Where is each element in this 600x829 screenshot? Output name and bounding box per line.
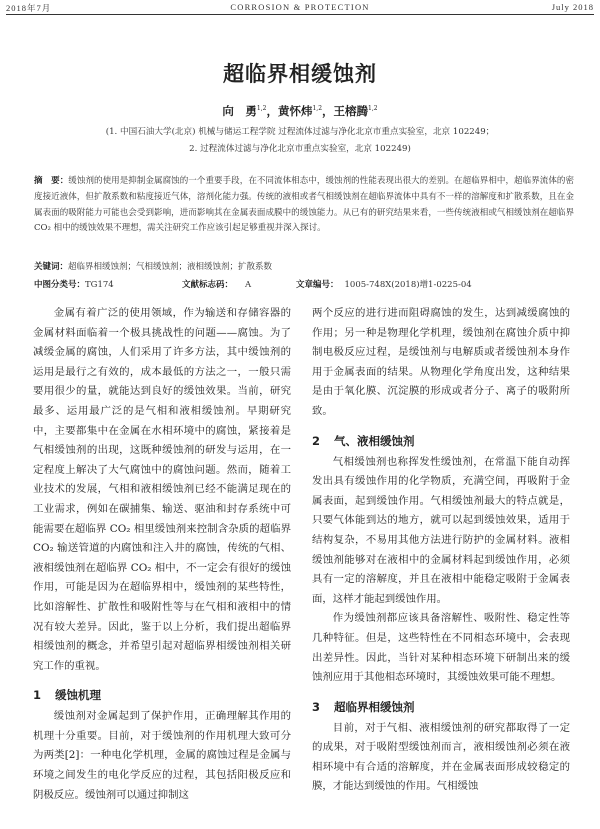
doc-label: 文献标志码： [182,280,234,290]
running-header [6,2,594,14]
header-month: July 2018 [551,2,594,12]
classification-line [34,278,574,290]
paragraph: 气相缓蚀剂也称挥发性缓蚀剂，在常温下能自动挥发出具有缓蚀作用的化学物质，充满空间，再吸附于金属表面，起到缓蚀作用。气相缓蚀剂最大的特点就是，只要气体能到达的地方，就可以起到缓蚀效果，适用于结构复杂，不易用其他方法进行防护的金属材料。液相缓蚀剂能够对在液相中的金属材料起到缓蚀作用，必须具有一定的溶解度，并且在液相中能稳定吸附于金属表面，这样才能起到缓蚀作用。 [312,455,570,605]
section-number: 1 [33,688,42,703]
author-name: 向 勇 [222,104,257,118]
affiliation-2: 2. 过程流体过滤与净化北京市重点实验室，北京 102249) [189,144,411,154]
paragraph: 金属有着广泛的使用领域，作为输送和存储容器的金属材料面临着一个极具挑战性的问题——腐蚀。为了减缓金属的腐蚀，人们采用了许多方法，其中缓蚀剂的运用是最行之有效的，成本最低的方法之一，一般只需要用很少的量，就能达到良好的缓蚀效果。当前，研究最多、运用最广泛的是气相和液相缓蚀剂。早期研究中，主要都集中在金属在水相环境中的腐蚀，紧接着是气相缓蚀剂的出现，这既种缓蚀剂的研发与运用，在一定程度上解决了大气腐蚀中的腐蚀问题。然而，随着工业技术的发展，气相和液相缓蚀剂已经不能满足现在的工业需求，例如在碳捕集、输送、驱油和封存系统中可能需要在超临界 CO₂ 相里缓蚀剂来控制含杂质的超临界 CO₂ 输送管道的内腐蚀和注入井的腐蚀，传统的气相、液相缓蚀剂在超临界 CO₂ 相中，不一定会有很好的缓蚀作用，可能是因为在超临界相中，缓蚀剂的某些特性，比如溶解性、扩散性和吸附性等与在气相和液相中的情况有较大差异。因此，鉴于以上分析，我们提出超临界相缓蚀剂的概念，并希望引起对超临界相缓蚀剂相关研究工作的重视。 [33,307,291,672]
article-number [296,278,472,290]
clc-value: TG174 [85,280,114,290]
paragraph: 两个反应的进行进而阻碍腐蚀的发生，达到减缓腐蚀的作用；另一种是物理化学机理，缓蚀剂在腐蚀介质中抑制电极反应过程，是缓蚀剂与电解质或者缓蚀剂本身作用于金属表面的结果。从物理化学角度出发，这种结果是由于氧化膜、沉淀膜的形成或者分子、离子的吸附所致。 [312,307,570,417]
abstract-label: 摘 要： [34,176,69,186]
author-aff: 1,2 [256,105,267,113]
left-column [33,304,291,805]
author-line: 向 勇$^{1,2}$，黄怀炜$^{1,2}$，王榕腾$^{1,2}$ [222,104,378,118]
keywords-text: 超临界相缓蚀剂；气相缓蚀剂；液相缓蚀剂；扩散系数 [68,262,273,272]
author-name: 王榕腾 [333,104,369,118]
paragraph: 缓蚀剂对金属起到了保护作用，正确理解其作用的机理十分重要。目前，对于缓蚀剂的作用机理大致可分为两类[2]：一种电化学机理，金属的腐蚀过程是金属与环境之间发生的电化学反应的过程，其包括阳极反应和阴极反应。缓蚀剂可以通过抑制这 [33,710,291,801]
section-title: 气、液相缓蚀剂 [334,433,415,448]
section-heading [33,684,291,707]
section-number: 2 [312,433,321,448]
paper-title: 超临界相缓蚀剂 [223,62,377,86]
keywords [34,260,574,272]
author-aff: 1,2 [312,105,323,113]
section-heading [312,696,570,719]
keywords-label: 关键词： [34,262,69,272]
header-journal: CORROSION & PROTECTION [230,2,370,12]
affiliation-1: (1. 中国石油大学(北京) 机械与储运工程学院 过程流体过滤与净化北京市重点实验室，北京 102249； [105,127,495,137]
doc-code [182,278,251,290]
clc-number [34,278,114,290]
header-rule [6,14,594,15]
affiliation-text: 2. 过程流体过滤与净化北京市重点实验室，北京 102249 [189,144,408,154]
section-title: 缓蚀机理 [55,688,101,703]
paragraph: 目前，对于气相、液相缓蚀剂的研究都取得了一定的成果，对于吸附型缓蚀剂而言，液相缓蚀剂必须在液相环境中有合适的溶解度，并在金属表面形成较稳定的膜，才能达到缓蚀的作用。气相缓蚀 [312,721,570,793]
abstract-text: 缓蚀剂的使用是抑制金属腐蚀的一个重要手段，在不同流体相态中，缓蚀剂的性能表现出很大的差别。在超临界相中，超临界流体的密度接近液体，但扩散系数和粘度接近气体，溶剂化能力强。传统的液相或者气相缓蚀剂在超临界流体中具有不一样的溶解度和扩散系数，且在金属表面的吸附能力可能也会受到影响，进而影响其在金属表面成膜中的缓蚀能力。从已有的研究结果来看，一些传统液相或气相缓蚀剂在超临界 CO₂ 相中的缓蚀效果不理想，需关注研究工作应该引起足够重视并深入探讨。 [34,176,574,234]
art-value: 1005-748X(2018)增1-0225-04 [344,280,472,290]
affiliation-mark: 1 [109,127,115,137]
affiliation-text: . 中国石油大学(北京) 机械与储运工程学院 过程流体过滤与净化北京市重点实验室，北京 102249； [114,127,495,137]
art-label: 文章编号： [296,280,339,290]
right-column [312,304,570,797]
clc-label: 中图分类号： [34,280,86,290]
section-title: 超临界相缓蚀剂 [334,699,415,714]
author-aff: 1,2 [368,105,378,113]
abstract [34,174,574,237]
section-heading [312,430,570,453]
header-date: 2018年7月 [6,3,52,13]
author-name: 黄怀炜 [277,104,313,118]
doc-value: A [245,280,252,290]
paragraph: 作为缓蚀剂都应该具备溶解性、吸附性、稳定性等几种特征。但是，这些特性在不同相态环境中，会表现出差异性。因此，当针对某种相态环境下研制出来的缓蚀剂应用于其他相态环境时，其缓蚀效果可能不理想。 [312,612,570,684]
section-number: 3 [312,699,321,714]
